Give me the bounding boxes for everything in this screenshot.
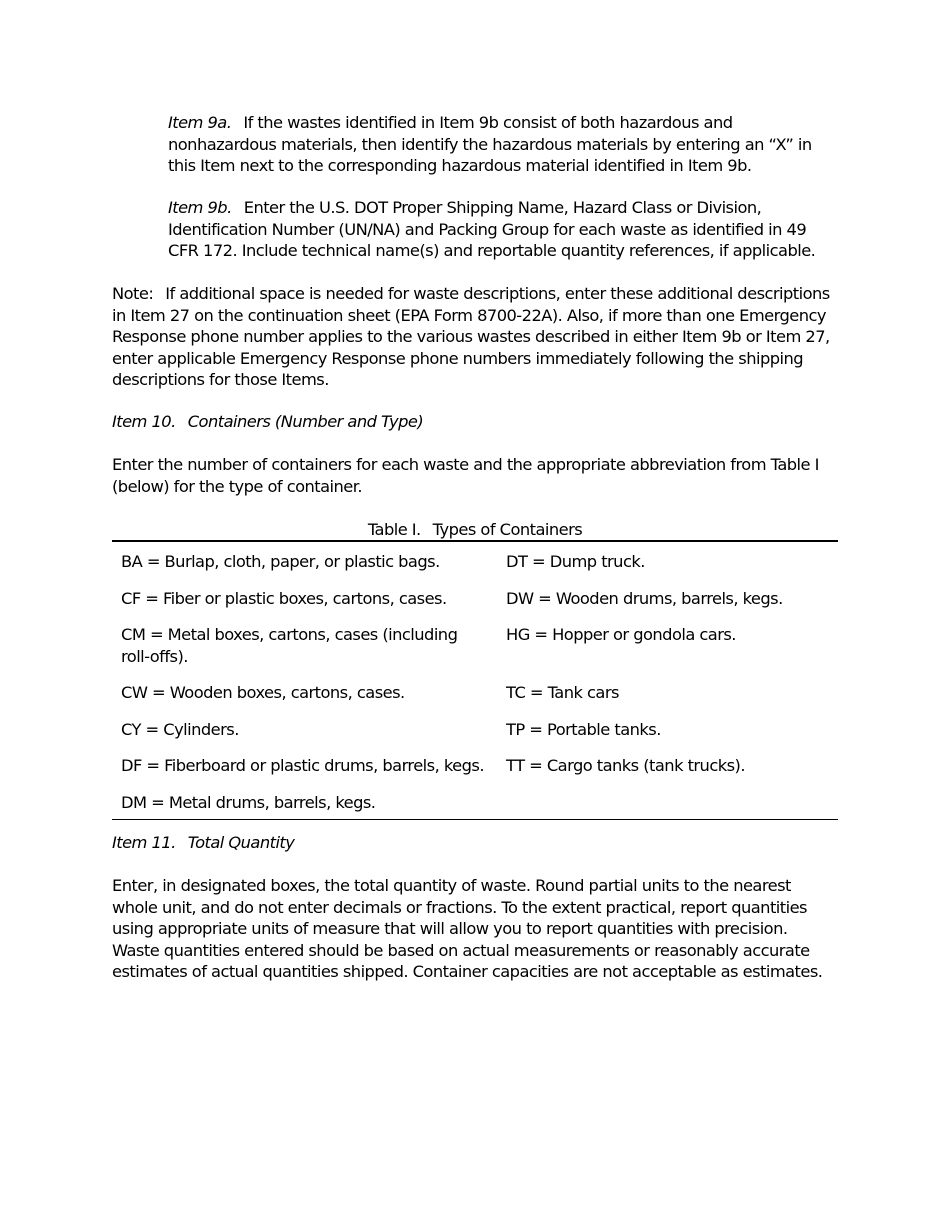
- note-paragraph: [112, 283, 838, 391]
- table-caption-title: Types of Containers: [432, 520, 583, 539]
- table-row: [112, 673, 838, 710]
- table-row: [112, 746, 838, 783]
- table-cell-right: DT = Dump truck.: [506, 552, 645, 571]
- item-10-label: Item 10.: [112, 412, 176, 431]
- table-cell-right: TT = Cargo tanks (tank trucks).: [506, 756, 745, 775]
- item-10-title: Containers (Number and Type): [187, 412, 424, 431]
- table-cell-left: CF = Fiber or plastic boxes, cartons, cases.: [121, 588, 447, 608]
- table-cell-right: HG = Hopper or gondola cars.: [506, 625, 736, 644]
- table-row: [112, 783, 838, 820]
- item-9b-text: Enter the U.S. DOT Proper Shipping Name, Hazard Class or Division, Identification Number (UN/NA) and Packing Group for each waste as identified in 49 CFR 172. Include technical name(s) and reportable quantity references, if applicable.: [168, 198, 816, 260]
- item-11-text: Enter, in designated boxes, the total quantity of waste. Round partial units to the nearest whole unit, and do not enter decimals or fractions. To the extent practical, report quantities using appropriate units of measure that will allow you to report quantities with precision. Waste quantities entered should be based on actual measurements or reasonably accurate estimates of actual quantities shipped. Container capacities are not acceptable as estimates.: [112, 876, 823, 981]
- item-10-text: Enter the number of containers for each waste and the appropriate abbreviation from Table I (below) for the type of container.: [112, 455, 819, 496]
- table-cell-right: TP = Portable tanks.: [506, 719, 661, 739]
- table-cell-left: BA = Burlap, cloth, paper, or plastic bags.: [121, 552, 440, 571]
- table-row: [112, 615, 838, 673]
- item-11-title: Total Quantity: [187, 833, 295, 852]
- item-10-heading: [112, 411, 838, 433]
- table-cell-left: CW = Wooden boxes, cartons, cases.: [121, 683, 405, 702]
- table-cell-right: TC = Tank cars: [506, 683, 619, 702]
- table-cell-right: DW = Wooden drums, barrels, kegs.: [506, 588, 783, 608]
- table-cell-left: CM = Metal boxes, cartons, cases (including roll-offs).: [121, 625, 458, 666]
- item-9b-label: Item 9b.: [168, 198, 232, 217]
- container-types-table: [112, 540, 838, 820]
- item-11-heading: [112, 832, 838, 854]
- table-caption: [112, 519, 838, 541]
- table-cell-right: [497, 783, 838, 820]
- table-cell-left: DF = Fiberboard or plastic drums, barrels, kegs.: [121, 756, 484, 775]
- table-row: [112, 541, 838, 579]
- table-cell-left: CY = Cylinders.: [121, 719, 239, 739]
- table-cell-left: DM = Metal drums, barrels, kegs.: [121, 792, 376, 812]
- item-11-label: Item 11.: [112, 833, 176, 852]
- item-9b-paragraph: [168, 197, 838, 262]
- item-9a-text: If the wastes identified in Item 9b consist of both hazardous and nonhazardous materials, then identify the hazardous materials by entering an “X” in this Item next to the corresponding hazardous material identified in Item 9b.: [168, 113, 812, 175]
- table-row: [112, 579, 838, 616]
- note-text: If additional space is needed for waste descriptions, enter these additional descriptions in Item 27 on the continuation sheet (EPA Form 8700-22A). Also, if more than one Emergency Response phone number applies to the various wastes described in either Item 9b or Item 27, enter applicable Emergency Response phone numbers immediately following the shipping descriptions for those Items.: [112, 284, 830, 389]
- item-9a-paragraph: [168, 112, 838, 177]
- table-row: [112, 710, 838, 747]
- table-caption-label: Table I.: [367, 520, 421, 539]
- note-label: Note:: [112, 284, 154, 303]
- item-9a-label: Item 9a.: [168, 113, 232, 132]
